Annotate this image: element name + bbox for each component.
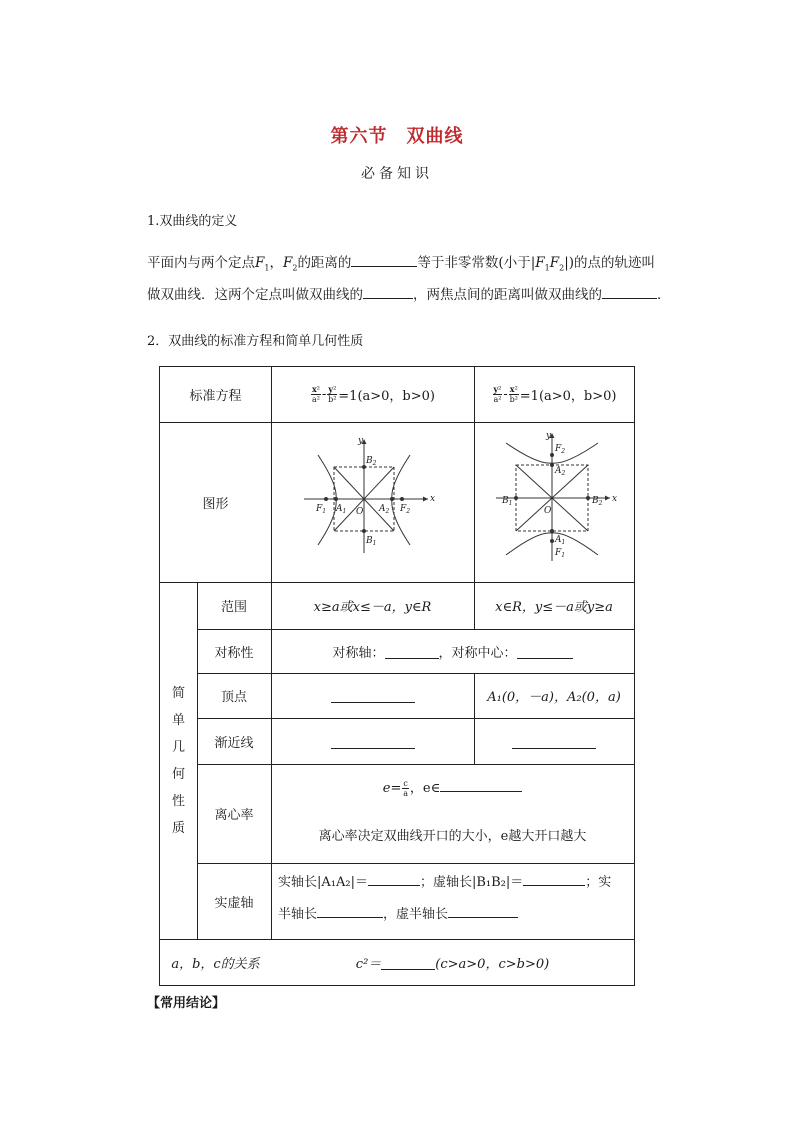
label-vertex: 顶点 [220, 690, 247, 705]
frac-y2-a2: $\frac{\text{y²}}{\text{a²}}$ [493, 384, 502, 404]
svg-text:B2: $B_2$ [592, 496, 603, 507]
imag-axis-label: ；虚轴长|B₁B₂|＝ [419, 875, 524, 890]
label-graph: 图形 [202, 496, 229, 512]
eccentricity-note: 离心率决定双曲线开口的大小，e越大开口越大 [318, 829, 587, 844]
abc-relation [271, 939, 634, 985]
svg-text:O: O [544, 506, 552, 516]
eccentricity-formula [271, 777, 634, 798]
group-char: 几 [171, 739, 185, 755]
blank-foci [363, 284, 413, 299]
section-subtitle: 必备知识 [361, 166, 433, 182]
properties-table [159, 366, 635, 986]
group-char: 简 [171, 685, 185, 701]
eq1-tail: =1(a>0，b>0) [338, 389, 435, 404]
frac-x2-a2: $\frac{\text{x²}}{\text{a²}}$ [312, 384, 320, 404]
equation-y-axis: $\frac{\text{y²}}{\text{a²}}$ - $\frac{\text{x²}}{\text{b²}}$ =1(a>0，b>0) [493, 384, 617, 404]
imag-semi-label: ，虚半轴长 [383, 907, 449, 922]
def-text-f: ，两焦点间的距离叫做双曲线的 [413, 287, 602, 303]
def-text-g: ． [657, 287, 671, 303]
blank-focal-distance [602, 284, 657, 299]
def-text-e: 做双曲线．这两个定点叫做双曲线的 [147, 287, 363, 303]
label-range: 范围 [220, 600, 247, 615]
blank-eccentricity [440, 777, 522, 792]
svg-text:F1: $F_1$ [316, 504, 327, 515]
label-geometric-properties [160, 582, 197, 939]
range-x-axis: x≥a或x≤－a，y∈R [313, 600, 432, 615]
svg-text:A2: $A_2$ [379, 504, 390, 515]
blank-difference [351, 252, 417, 267]
definition-line-2 [147, 282, 671, 308]
blank-abc [381, 955, 435, 970]
symmetry-content [271, 629, 634, 673]
group-char: 单 [171, 712, 185, 728]
svg-text:x: x [430, 494, 436, 504]
blank-imag-semi [448, 903, 518, 918]
abc-lhs: c²＝ [355, 956, 382, 972]
equation-x-axis: $\frac{\text{x²}}{\text{a²}}$ - $\frac{\text{y²}}{\text{b²}}$ =1(a>0，b>0) [312, 384, 435, 404]
frac-x2-b2: $\frac{\text{x²}}{\text{b²}}$ [509, 384, 518, 404]
blank-real-semi [317, 903, 383, 918]
symmetry-center-label: ，对称中心： [438, 645, 517, 661]
blank-asymptote-1 [331, 734, 415, 749]
definition-line-1: 平面内与两个定点$F_1$，$F_2$的距离的 等于非零常数(小于$|F_1F_2|$)的点的轨迹叫 [147, 250, 655, 282]
svg-text:y: y [546, 431, 552, 441]
svg-text:F1: $F_1$ [555, 548, 566, 559]
label-eccentricity: 离心率 [214, 808, 254, 823]
svg-text:O: O [356, 507, 364, 517]
blank-symmetry-center [517, 644, 573, 659]
svg-text:A1: $A_1$ [555, 535, 566, 546]
asymptote-y-axis [474, 718, 634, 764]
range-y-axis: x∈R，y≤－a或y≥a [495, 600, 613, 615]
real-semi-label: 半轴长 [278, 907, 318, 922]
def-text-a: 平面内与两个定点 [147, 255, 255, 271]
def-text-c: 等于非零常数(小于| [417, 255, 536, 271]
svg-text:x: x [612, 494, 618, 504]
hyperbola-x-graph [300, 435, 440, 571]
vertex-x-axis [271, 673, 474, 718]
svg-text:y: y [358, 436, 364, 446]
svg-text:B1: $B_1$ [366, 536, 377, 547]
definition-heading: 1.双曲线的定义 [147, 214, 238, 229]
abc-cond: (c>a>0，c>b>0) [435, 956, 550, 972]
blank-vertex [331, 688, 415, 703]
blank-asymptote-2 [512, 734, 596, 749]
real-cont: ；实 [585, 875, 612, 890]
axes-line-2 [278, 903, 518, 922]
label-abc-relation: a，b，c的关系 [171, 956, 260, 972]
common-conclusions-heading: 【常用结论】 [147, 996, 226, 1011]
page-title: 第六节 双曲线 [330, 126, 464, 147]
properties-heading: 2．双曲线的标准方程和简单几何性质 [147, 334, 364, 349]
svg-text:A2: $A_2$ [555, 466, 566, 477]
eq2-tail: =1(a>0，b>0) [519, 389, 617, 404]
frac-c-a: $\frac{c}{a}$ [403, 779, 409, 798]
frac-y2-b2: $\frac{\text{y²}}{\text{b²}}$ [328, 384, 337, 404]
label-axes: 实虚轴 [214, 895, 254, 911]
group-char: 性 [171, 793, 185, 809]
blank-symmetry-axis [385, 644, 439, 659]
axes-line-1 [278, 871, 611, 890]
svg-text:B2: $B_2$ [366, 456, 377, 467]
svg-text:F2: $F_2$ [400, 504, 411, 515]
hyperbola-y-graph [488, 431, 628, 571]
vertex-y-axis: A₁(0，－a)，A₂(0，a) [487, 690, 621, 705]
asymptote-x-axis [271, 718, 474, 764]
label-symmetry: 对称性 [214, 645, 254, 661]
def-text-d: |)的点的轨迹叫 [564, 255, 656, 271]
svg-text:A1: $A_1$ [336, 504, 347, 515]
blank-real-axis [368, 871, 420, 886]
blank-imag-axis [523, 871, 585, 886]
svg-text:B1: $B_1$ [502, 496, 513, 507]
label-asymptote: 渐近线 [214, 735, 254, 751]
symmetry-axis-label: 对称轴： [332, 645, 385, 661]
group-char: 何 [171, 766, 185, 782]
ecc-range-label: ，e∈ [409, 781, 441, 796]
def-text-b: 的距离的 [297, 255, 352, 271]
label-standard-equation: 标准方程 [189, 389, 242, 404]
svg-text:F2: $F_2$ [555, 444, 566, 455]
real-axis-label: 实轴长|A₁A₂|＝ [278, 875, 368, 890]
group-char: 质 [171, 820, 185, 836]
ecc-e: e= [382, 781, 402, 796]
